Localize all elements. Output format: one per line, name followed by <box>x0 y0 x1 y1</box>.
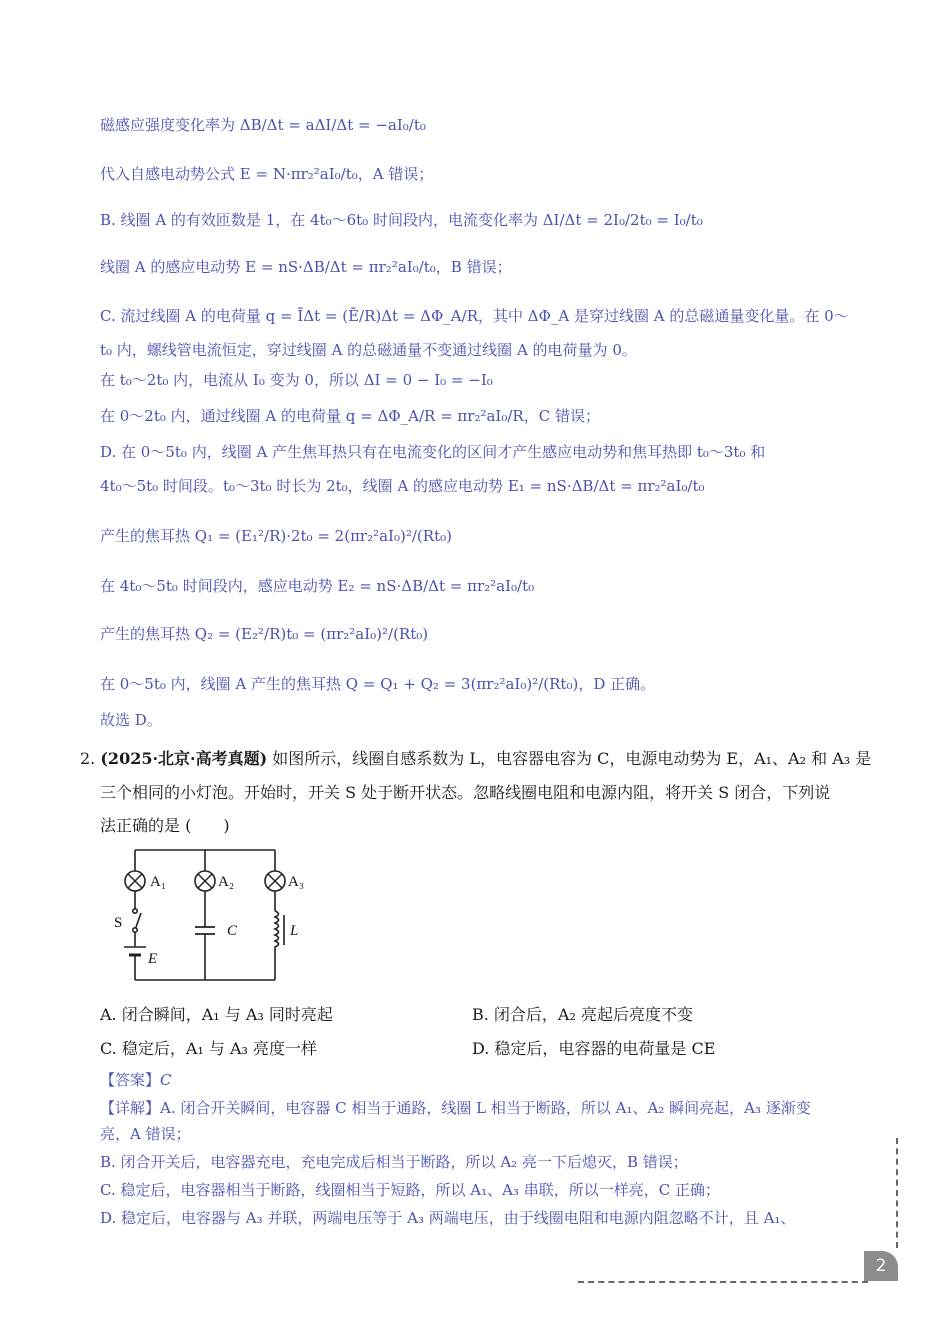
solution-line: t₀ 内，螺线管电流恒定，穿过线圈 A 的总磁通量不变通过线圈 A 的电荷量为 0。 <box>100 341 637 359</box>
answer-label: 【答案】 <box>100 1071 161 1089</box>
capacitor-icon <box>195 927 215 934</box>
solution-line: 4t₀～5t₀ 时间段。t₀～3t₀ 时长为 2t₀，线圈 A 的感应电动势 E₁ = nS·ΔB/Δt = πr₂²aI₀/t₀ <box>100 477 705 495</box>
label-a3: A₃ <box>288 874 305 890</box>
detail-line: 亮，A 错误； <box>100 1125 191 1143</box>
answer-line <box>100 1070 172 1090</box>
detail-line: B. 闭合开关后，电容器充电，充电完成后相当于断路，所以 A₂ 亮一下后熄灭，B 错误； <box>100 1153 688 1171</box>
page-border-vertical <box>896 1138 898 1248</box>
solution-line: 故选 D。 <box>100 711 162 729</box>
solution-line: C. 流过线圈 A 的电荷量 q = ĪΔt = (Ē/R)Δt = ΔΦ_A/R，其中 ΔΦ_A 是穿过线圈 A 的总磁通量变化量。在 0～ <box>100 307 849 325</box>
inductor-icon <box>275 911 279 949</box>
solution-line: 产生的焦耳热 Q₂ = (E₂²/R)t₀ = (πr₂²aI₀)²/(Rt₀) <box>100 625 429 643</box>
page-number: 2 <box>864 1251 898 1281</box>
question-line: 法正确的是 ( ) <box>100 816 230 835</box>
answer-value: C <box>160 1071 172 1089</box>
solution-line: 产生的焦耳热 Q₁ = (E₁²/R)·2t₀ = 2(πr₂²aI₀)²/(Rt₀) <box>100 527 452 545</box>
label-e: E <box>148 951 158 967</box>
question-line: 如图所示，线圈自感系数为 L，电容器电容为 C，电源电动势为 E，A₁、A₂ 和 A₃ 是 <box>272 749 872 768</box>
label-s: S <box>114 915 123 931</box>
label-a2: A₂ <box>218 874 235 890</box>
solution-line: 线圈 A 的感应电动势 E = nS·ΔB/Δt = πr₂²aI₀/t₀，B 错误； <box>100 258 512 276</box>
solution-line: B. 线圈 A 的有效匝数是 1，在 4t₀～6t₀ 时间段内，电流变化率为 ΔI/Δt = 2I₀/2t₀ = I₀/t₀ <box>100 211 703 229</box>
solution-line: 磁感应强度变化率为 ΔB/Δt = aΔI/Δt = −aI₀/t₀ <box>100 116 426 134</box>
solution-line: 代入自感电动势公式 E = N·πr₂²aI₀/t₀，A 错误； <box>100 165 434 183</box>
page-border-horizontal <box>578 1281 868 1283</box>
solution-line: 在 0～2t₀ 内，通过线圈 A 的电荷量 q = ΔΦ_A/R = πr₂²aI₀/R，C 错误； <box>100 407 600 425</box>
battery-icon <box>124 947 146 961</box>
solution-line: D. 在 0～5t₀ 内，线圈 A 产生焦耳热只有在电流变化的区间才产生感应电动势和焦耳热即 t₀～3t₀ 和 <box>100 443 766 461</box>
label-l: L <box>290 923 299 939</box>
option-c: C. 稳定后，A₁ 与 A₃ 亮度一样 <box>100 1039 318 1058</box>
solution-line: 在 t₀～2t₀ 内，电流从 I₀ 变为 0，所以 ΔI = 0 − I₀ = −I₀ <box>100 371 493 389</box>
question-header <box>80 748 871 770</box>
option-b: B. 闭合后，A₂ 亮起后亮度不变 <box>472 1005 693 1024</box>
label-a1: A₁ <box>150 874 167 890</box>
question-source: (2025·北京·高考真题) <box>100 749 268 768</box>
solution-line: 在 4t₀～5t₀ 时间段内，感应电动势 E₂ = nS·ΔB/Δt = πr₂²aI₀/t₀ <box>100 577 535 595</box>
solution-line: 在 0～5t₀ 内，线圈 A 产生的焦耳热 Q = Q₁ + Q₂ = 3(πr₂²aI₀)²/(Rt₀)，D 正确。 <box>100 675 656 693</box>
switch-icon <box>133 909 141 932</box>
detail-line <box>100 1098 811 1118</box>
option-d: D. 稳定后，电容器的电荷量是 CE <box>472 1039 716 1058</box>
question-line: 三个相同的小灯泡。开始时，开关 S 处于断开状态。忽略线圈电阻和电源内阻，将开关 S 闭合，下列说 <box>100 783 831 802</box>
detail-line: C. 稳定后，电容器相当于断路，线圈相当于短路，所以 A₁、A₃ 串联，所以一样亮，C 正确； <box>100 1181 720 1199</box>
detail-line: D. 稳定后，电容器与 A₃ 并联，两端电压等于 A₃ 两端电压，由于线圈电阻和电源内阻忽略不计，且 A₁、 <box>100 1209 796 1227</box>
option-a: A. 闭合瞬间，A₁ 与 A₃ 同时亮起 <box>100 1005 333 1024</box>
detail-label: 【详解】 <box>100 1099 161 1117</box>
detail-text: A. 闭合开关瞬间，电容器 C 相当于通路，线圈 L 相当于断路，所以 A₁、A₂ 瞬间亮起，A₃ 逐渐变 <box>160 1099 811 1117</box>
circuit-diagram <box>110 845 310 985</box>
question-number: 2. <box>80 749 96 768</box>
label-c: C <box>227 923 238 939</box>
